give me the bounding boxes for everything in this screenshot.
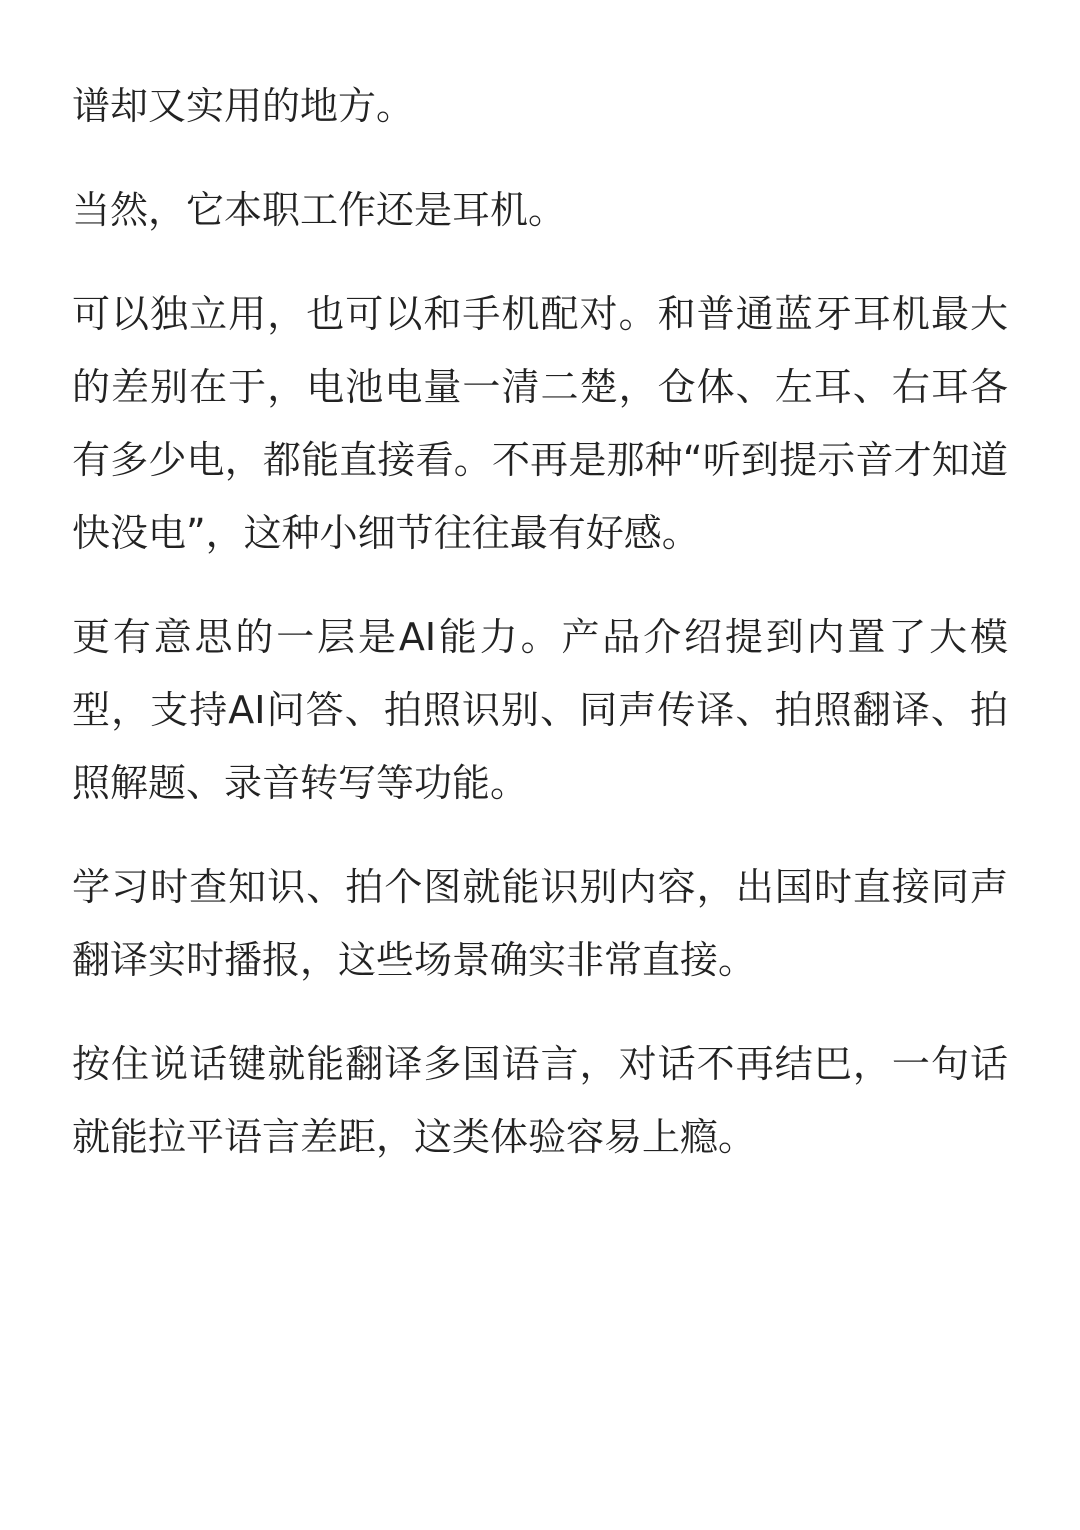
article-body bbox=[72, 70, 1008, 1205]
paragraph-1: 谱却又实用的地方。 bbox=[72, 84, 415, 128]
paragraph-6: 按住说话键就能翻译多国语言，对话不再结巴，一句话就能拉平语言差距，这类体验容易上瘾。 bbox=[72, 1042, 1008, 1159]
paragraph-2: 当然，它本职工作还是耳机。 bbox=[72, 188, 567, 232]
paragraph-5: 学习时查知识、拍个图就能识别内容，出国时直接同声翻译实时播报，这些场景确实非常直接。 bbox=[72, 865, 1008, 982]
paragraph-4: 更有意思的一层是AI能力。产品介绍提到内置了大模型，支持AI问答、拍照识别、同声传译、拍照翻译、拍照解题、录音转写等功能。 bbox=[72, 615, 1008, 805]
paragraph-3: 可以独立用，也可以和手机配对。和普通蓝牙耳机最大的差别在于，电池电量一清二楚，仓体、左耳、右耳各有多少电，都能直接看。不再是那种“听到提示音才知道快没电”，这种小细节往往最有好感。 bbox=[72, 292, 1008, 555]
